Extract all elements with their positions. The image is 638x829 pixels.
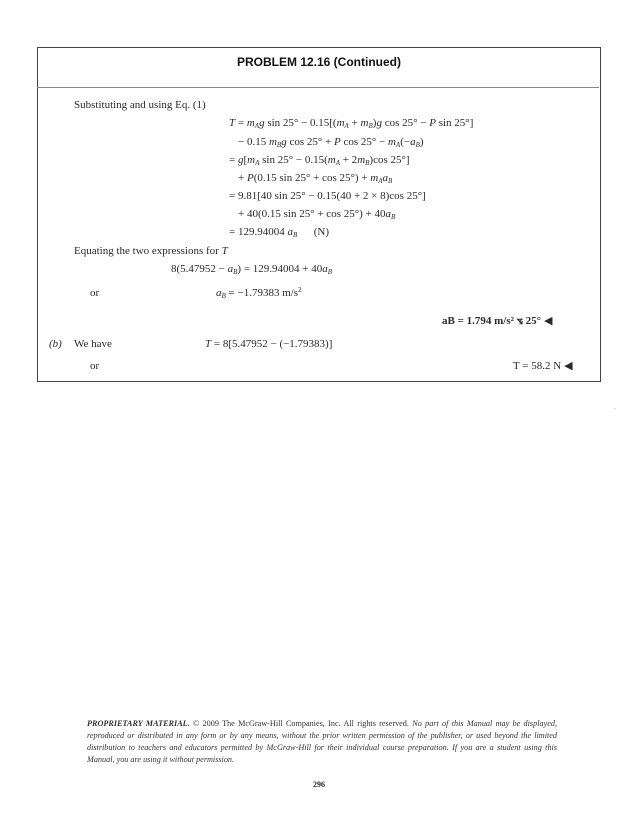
equation-line-1: $T = m_Ag$ $\sin 25^\circ - 0.15[(m_A + m_B)g$ cos 25° − P sin 25°] [229,117,474,130]
equation-line-6: + 40(0.15 $\sin 25^\circ + \cos 25^\circ) + 40a_B$ [238,208,396,221]
we-have-text: We have [74,338,112,350]
answer-T-text: T = 58.2 N [513,360,562,372]
equation-line-3: = $g[m_A$ $\sin 25^\circ - 0.15(m_A + 2m_B)\cos$ 25°] [229,154,410,167]
footer-label: PROPRIETARY MATERIAL. [87,719,190,728]
answer-aB [442,316,552,327]
scan-artifact: ‧ [613,402,617,416]
header-rule [37,87,599,88]
answer-aB-text: aB = 1.794 m/s² ⦪ 25° [442,315,541,327]
equation-line-7: = 129.94004 $a_B$ (N) [229,226,330,239]
answer-marker-icon: ◀ [543,315,553,327]
page-number: 296 [313,780,325,789]
answer-marker-icon: ◀ [564,360,573,372]
footer-copyright [87,718,557,766]
equation-equate: $8(5.47952 - a_B) = 129.94004 + 40a_B$ [171,263,333,276]
answer-T [513,361,573,372]
or-label-2: or [90,360,100,372]
problem-title: PROBLEM 12.16 (Continued) [236,55,401,69]
footer-copyright-text: © 2009 The McGraw-Hill Companies, Inc. All rights reserved. [193,719,409,728]
equation-line-5: = 9.81[40 sin 25° − 0.15(40 + 2 × 8)cos 25°] [229,190,426,202]
or-label-1: or [90,287,100,299]
equation-line-2: − 0.15 $m_Bg$ cos 25° + P $\cos 25^\circ - m_A(-a_B)$ [238,136,424,149]
equation-line-4: + P(0.15 $\sin 25^\circ + \cos 25^\circ) + m_Aa_B$ [238,172,393,185]
part-b-label-text: (b) [49,338,62,350]
footer-notice: No part of this Manual may be displayed, reproduced or distributed in any form or by any means, without the prior written permission of the publisher, or used beyond the limited distribution to teachers and educators permitted by McGraw-Hill for their individual course preparation. If you are a student using this Manual, you are using it without permission. [87,719,557,764]
equation-aB: $a_B = -1.79383$ $m/s^2$ [216,286,302,300]
equation-T: T = 8[5.47952 − (−1.79383)] [205,338,333,350]
part-b-label [49,339,62,350]
equating-text: Equating the two expressions for T [74,245,228,257]
intro-text: Substituting and using Eq. (1) [74,99,206,111]
